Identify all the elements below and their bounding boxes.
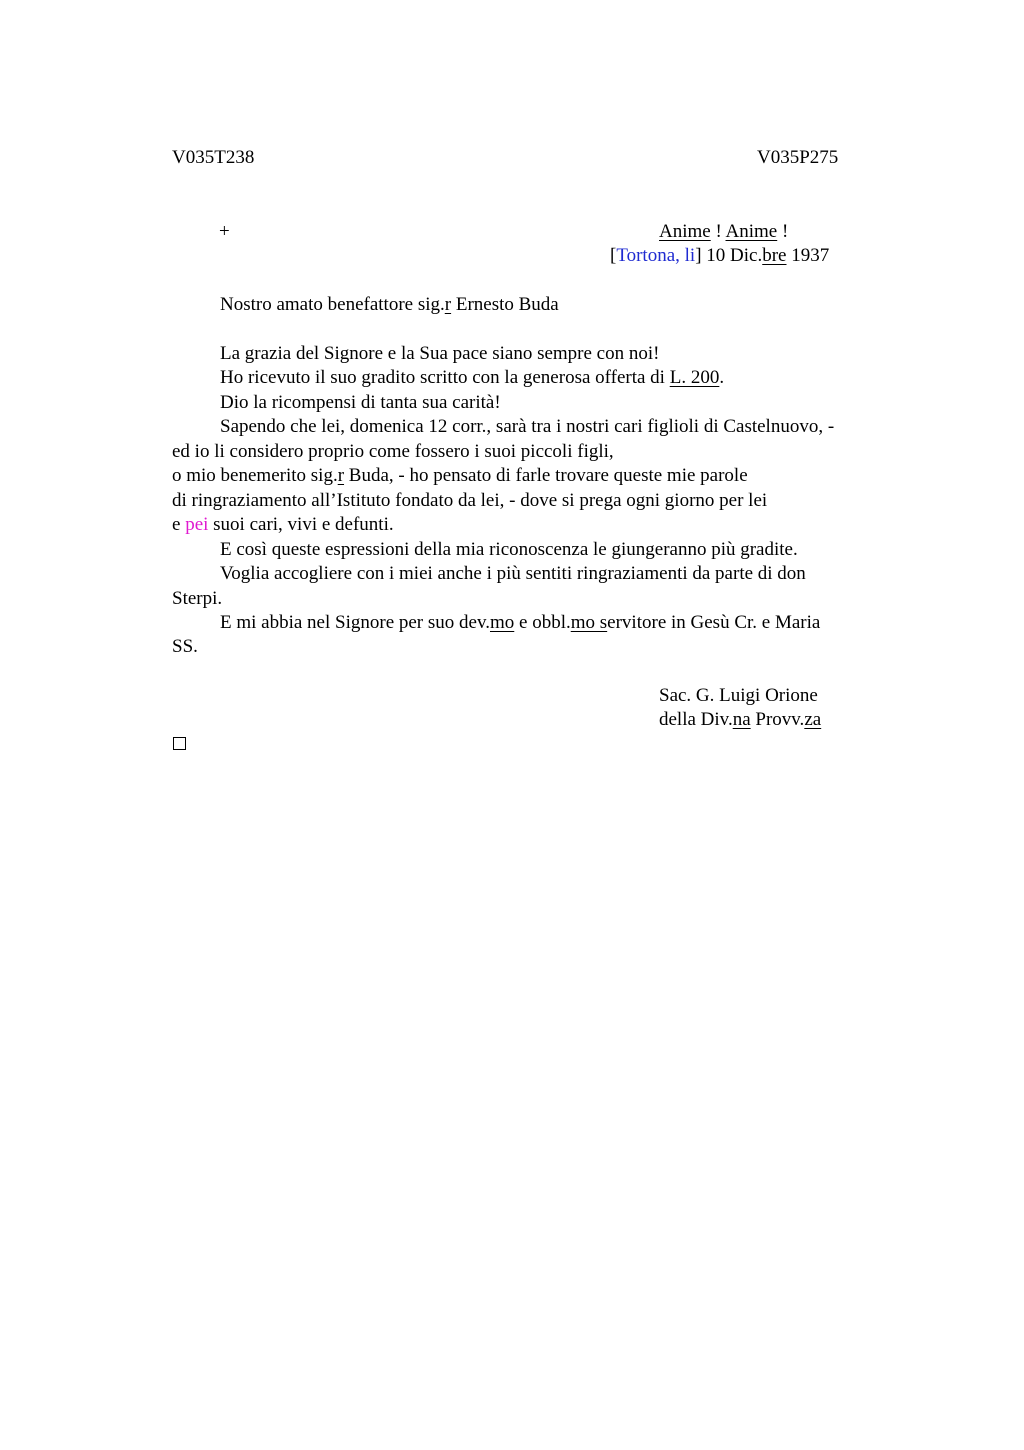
body-line: E così queste espressioni della mia riconoscenza le giungeranno più gradite.: [220, 539, 798, 560]
end-marker-square: [173, 737, 186, 750]
body-line: Sterpi.: [172, 588, 223, 609]
body-line: di ringraziamento all’Istituto fondato da lei, - dove si prega ogni giorno per lei: [172, 490, 768, 511]
signature-title: della Div.na Provv.za: [659, 709, 822, 730]
cross-mark: +: [219, 221, 230, 242]
salutation: Nostro amato benefattore sig.r Ernesto Buda: [220, 294, 559, 315]
motto-word: Anime: [725, 221, 778, 242]
body-line: ed io li considero proprio come fossero i suoi piccoli figli,: [172, 441, 614, 462]
document-code-right: V035P275: [757, 147, 839, 168]
signature-name: Sac. G. Luigi Orione: [659, 685, 818, 706]
document-code-left: V035T238: [172, 147, 255, 168]
dateline-place: Tortona, li: [616, 245, 696, 266]
body-line: E mi abbia nel Signore per suo dev.mo e obbl.mo servitore in Gesù Cr. e Maria: [220, 612, 821, 633]
body-line: Sapendo che lei, domenica 12 corr., sarà tra i nostri cari figlioli di Castelnuovo, -: [220, 416, 835, 437]
dateline: [Tortona, li] 10 Dic.bre 1937: [610, 245, 830, 266]
motto-word: Anime: [659, 221, 711, 242]
body-line: Dio la ricompensi di tanta sua carità!: [220, 392, 501, 413]
offer-amount: L. 200: [669, 367, 720, 388]
body-line: o mio benemerito sig.r Buda, - ho pensato di farle trovare queste mie parole: [172, 465, 748, 486]
motto: Anime ! Anime !: [659, 221, 789, 242]
body-line: La grazia del Signore e la Sua pace siano sempre con noi!: [220, 343, 660, 364]
highlighted-word: pei: [185, 514, 209, 535]
body-line: e pei suoi cari, vivi e defunti.: [172, 514, 394, 535]
body-line: Voglia accogliere con i miei anche i più sentiti ringraziamenti da parte di don: [220, 563, 806, 584]
body-line: Ho ricevuto il suo gradito scritto con la generosa offerta di L. 200.: [220, 367, 725, 388]
body-line: SS.: [172, 636, 198, 657]
